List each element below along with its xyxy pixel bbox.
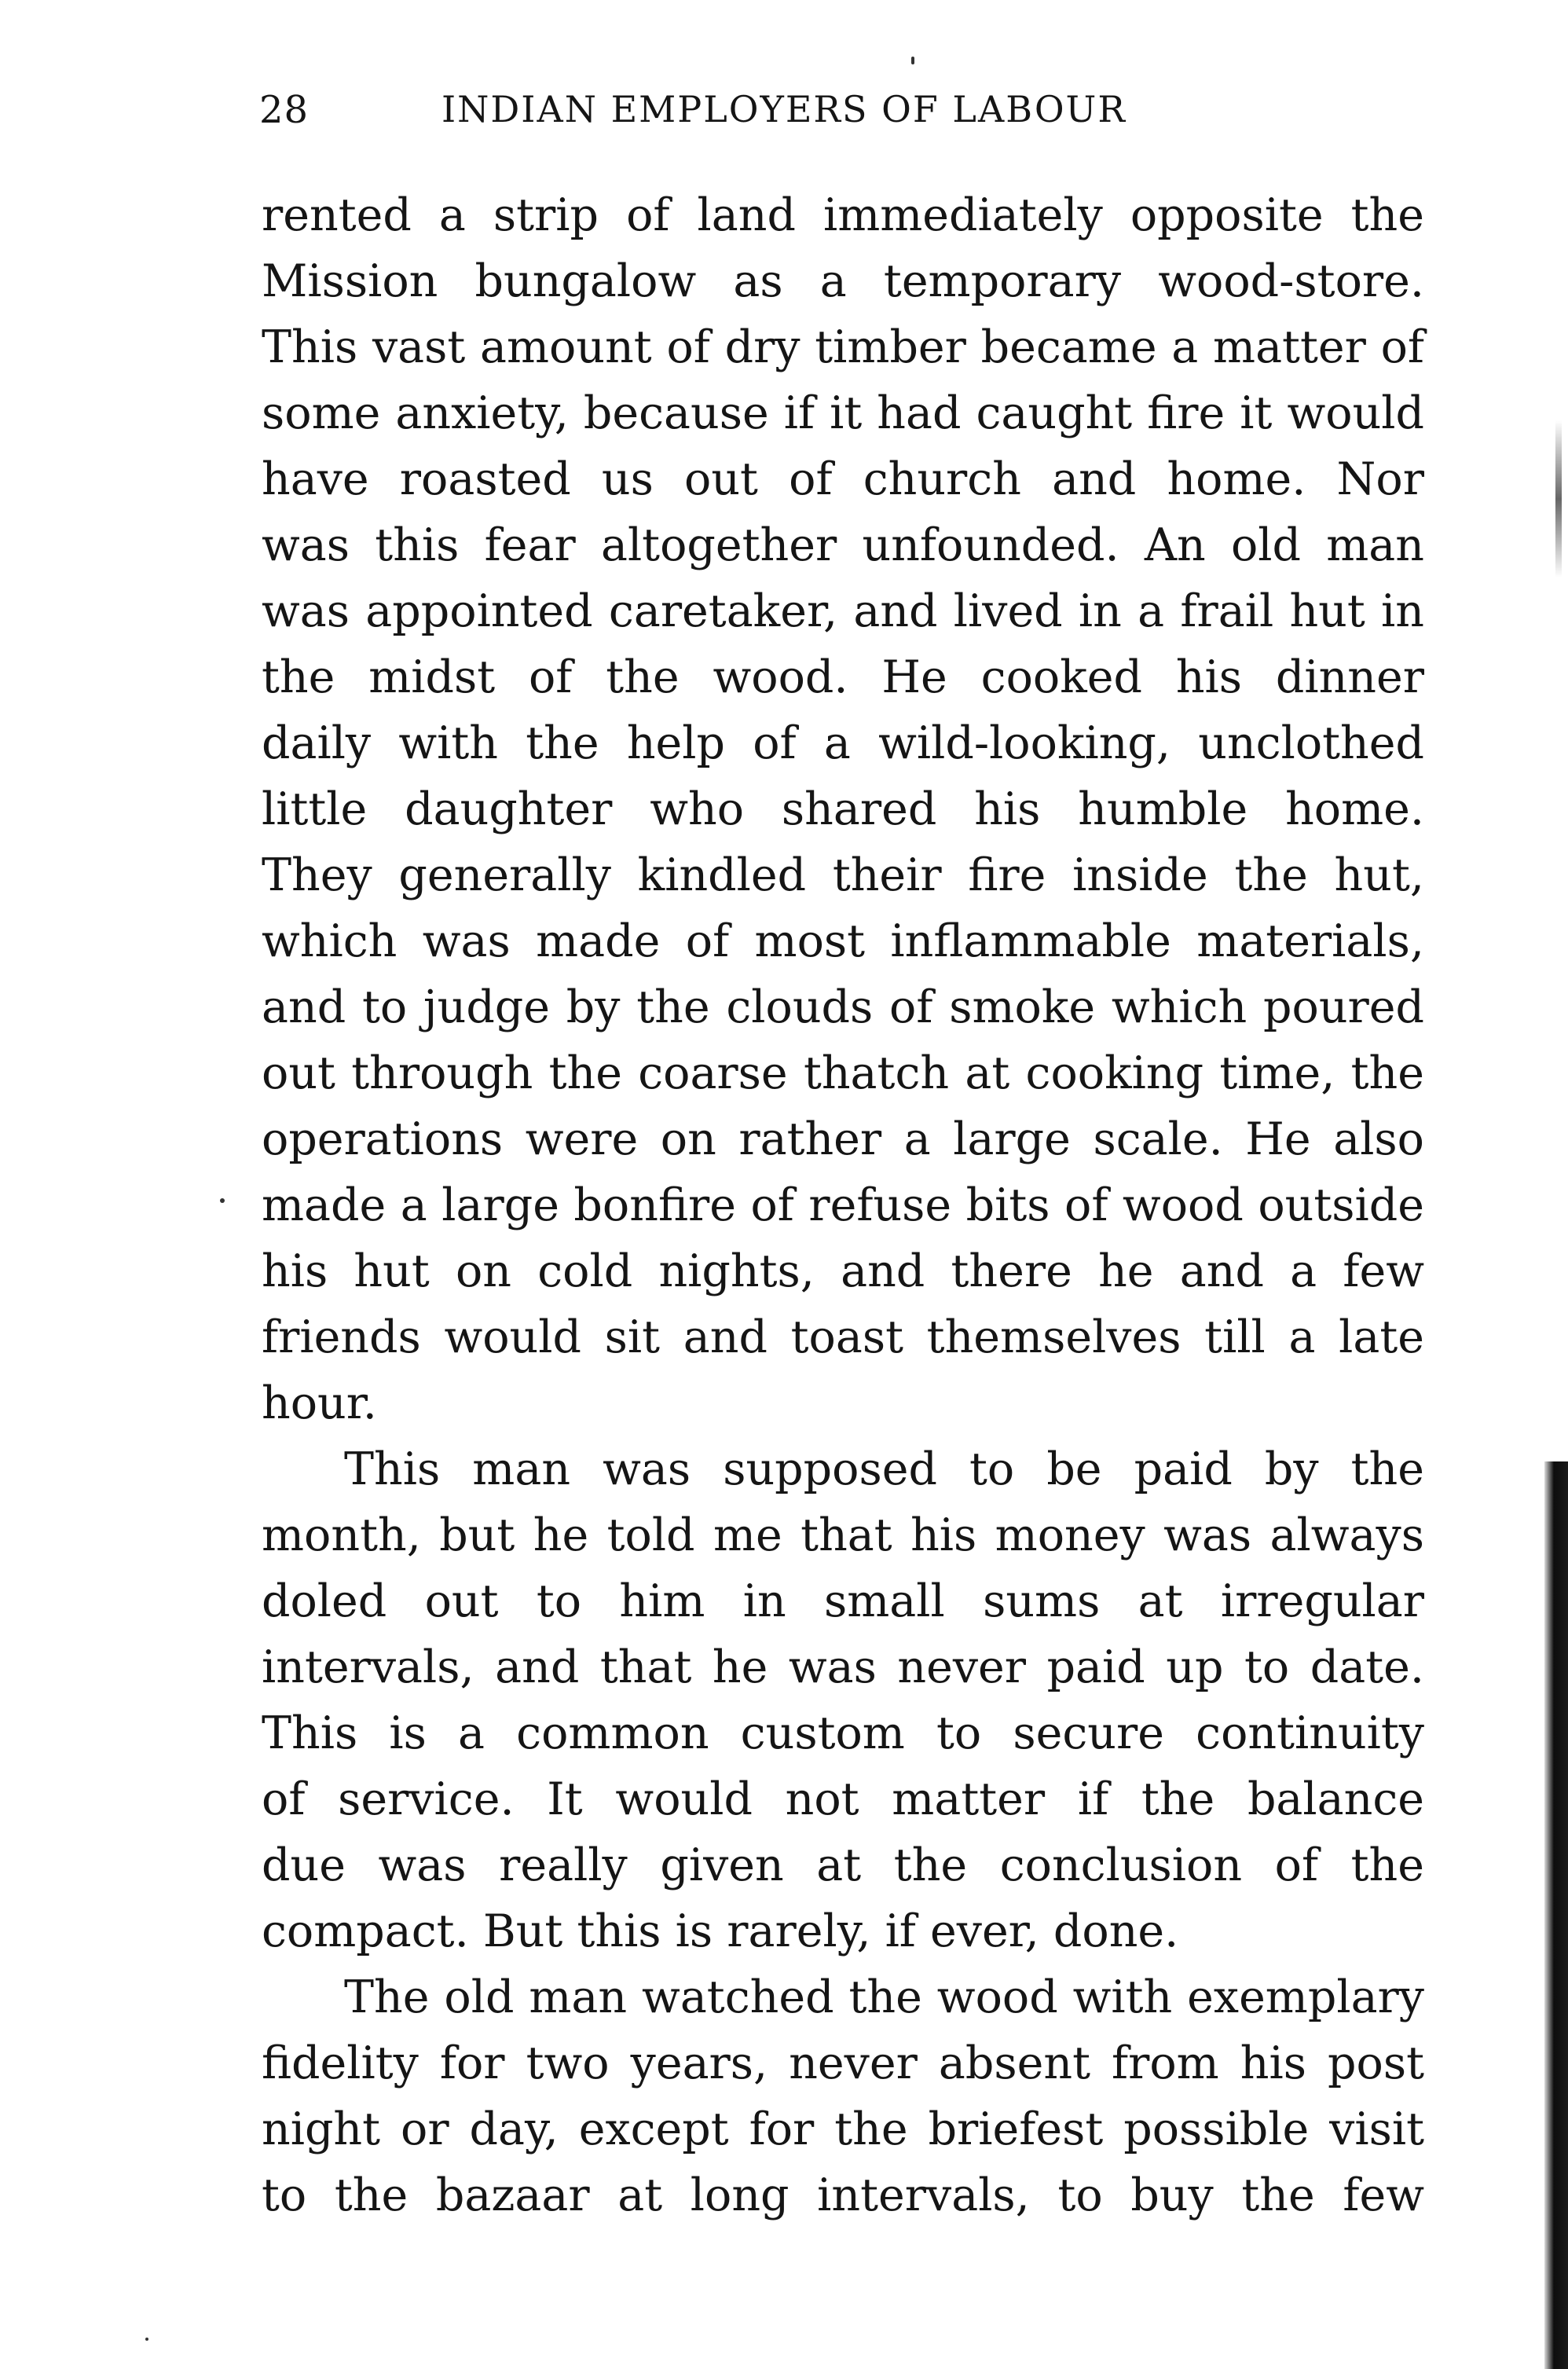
text-line: which was made of most inflammable materials, [262,915,1424,967]
text-line: intervals, and that he was never paid up to date. [262,1641,1424,1693]
text-line: was this fear altogether unfounded. An old man [262,519,1424,571]
ink-speck [911,57,914,64]
text-line: the midst of the wood. He cooked his dinner [262,651,1424,703]
text-line: of service. It would not matter if the balance [262,1773,1424,1825]
paragraph-3 [262,1964,1424,2228]
binding-shadow [1544,1461,1568,2369]
text-line: Mission bungalow as a temporary wood-store. [262,255,1424,307]
text-line: This man was supposed to be paid by the [344,1443,1424,1495]
binding-shadow-upper [1555,420,1562,578]
text-line: The old man watched the wood with exemplary [344,1971,1424,2023]
text-line: This vast amount of dry timber became a matter of [262,321,1424,373]
text-line: month, but he told me that his money was always [262,1509,1424,1561]
text-line: hour. [262,1377,377,1429]
running-head [259,88,1428,151]
paragraph-2 [262,1436,1424,1964]
text-line: to the bazaar at long intervals, to buy the few [262,2169,1424,2221]
text-line: friends would sit and toast themselves till a late [262,1311,1424,1363]
text-line: They generally kindled their fire inside the hut, [262,849,1424,901]
body-text [262,182,1424,2228]
text-line: due was really given at the conclusion of the [262,1839,1424,1891]
text-line: night or day, except for the briefest possible visit [262,2103,1424,2155]
text-line: some anxiety, because if it had caught fire it would [262,387,1424,439]
text-line: operations were on rather a large scale. He also [262,1113,1424,1165]
text-line: rented a strip of land immediately opposite the [262,189,1424,241]
ink-speck [145,2338,148,2341]
text-line: little daughter who shared his humble home. [262,783,1424,835]
text-line: out through the coarse thatch at cooking time, the [262,1047,1424,1099]
text-line: fidelity for two years, never absent from his post [262,2037,1424,2089]
text-line: This is a common custom to secure continuity [262,1707,1424,1759]
ink-speck [220,1198,225,1203]
text-line: have roasted us out of church and home. Nor [262,453,1424,505]
text-line: and to judge by the clouds of smoke which poured [262,981,1424,1033]
text-line: his hut on cold nights, and there he and a few [262,1245,1424,1297]
text-line: daily with the help of a wild-looking, unclothed [262,717,1424,769]
paragraph-1 [262,182,1424,1436]
text-line: compact. But this is rarely, if ever, done. [262,1905,1179,1957]
running-head-title: INDIAN EMPLOYERS OF LABOUR [441,88,1127,130]
text-line: made a large bonfire of refuse bits of wood outside [262,1179,1424,1231]
page-number: 28 [259,88,310,132]
text-line: doled out to him in small sums at irregular [262,1575,1424,1627]
text-line: was appointed caretaker, and lived in a frail hut in [262,585,1424,637]
